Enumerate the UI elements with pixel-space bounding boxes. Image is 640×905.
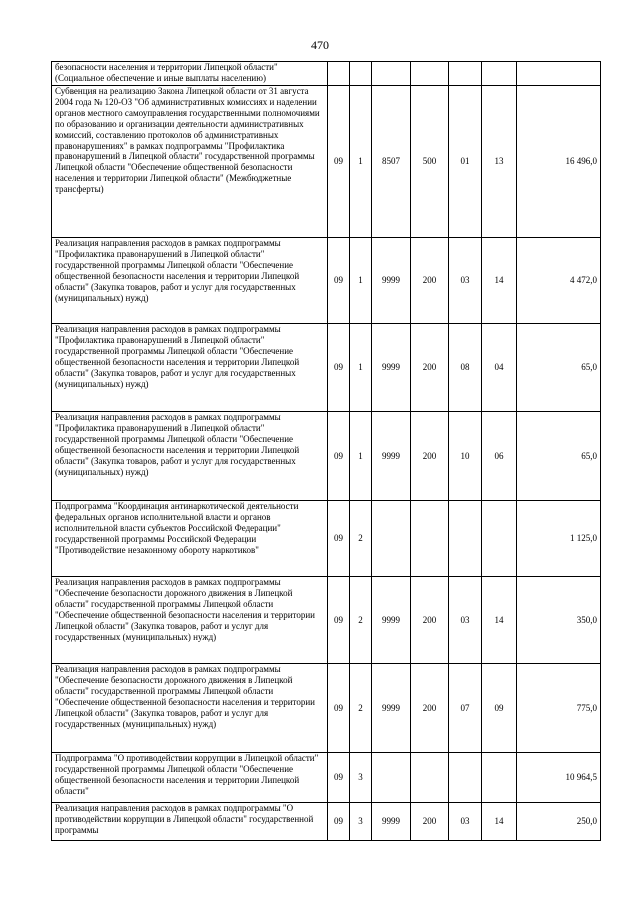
section-code: [449, 753, 482, 803]
direction-code: [372, 501, 411, 577]
row-description: Реализация направления расходов в рамках подпрограммы "Обеспечение безопасности дорожного движения в Липецкой области" государственной программы Липецкой области "Обеспечение общественной безопасности населения и территории Липецкой области" (Закупка товаров, работ и услуг для государственных (муниципальных) нужд): [52, 577, 328, 664]
page-number: 470: [311, 38, 329, 52]
expense-type-code: [411, 501, 449, 577]
expense-type-code: 500: [411, 86, 449, 238]
direction-code: 9999: [372, 664, 411, 753]
subprogram-code: 1: [350, 412, 372, 501]
table-row: [52, 62, 601, 86]
table-row: [52, 753, 601, 803]
section-code: [449, 501, 482, 577]
program-code: 09: [328, 324, 350, 412]
expense-type-code: [411, 753, 449, 803]
section-code: 08: [449, 324, 482, 412]
row-description: Субвенция на реализацию Закона Липецкой области от 31 августа 2004 года № 120-ОЗ "Об административных комиссиях и наделении органов местного самоуправления государственными полномочиями по образованию и организации деятельности административных комиссий, составлению протоколов об административных правонарушениях" в рамках подпрограммы "Профилактика правонарушений в Липецкой области" государственной программы Липецкой области "Обеспечение общественной безопасности населения и территории Липецкой области" (Межбюджетные трансферты): [52, 86, 328, 238]
subsection-code: [482, 501, 517, 577]
subsection-code: 13: [482, 86, 517, 238]
section-code: 03: [449, 577, 482, 664]
expense-type-code: [411, 62, 449, 86]
amount: [517, 62, 601, 86]
table-row: [52, 86, 601, 238]
amount: 65,0: [517, 412, 601, 501]
table-row: [52, 412, 601, 501]
program-code: 09: [328, 86, 350, 238]
program-code: 09: [328, 664, 350, 753]
expense-type-code: 200: [411, 324, 449, 412]
program-code: [328, 62, 350, 86]
table-row: [52, 501, 601, 577]
row-description: Подпрограмма "Координация антинаркотической деятельности федеральных органов исполнительной власти и органов исполнительной власти субъектов Российской Федерации" государственной программы Российской Федерации "Противодействие незаконному обороту наркотиков": [52, 501, 328, 577]
table-row: [52, 577, 601, 664]
amount: 65,0: [517, 324, 601, 412]
program-code: 09: [328, 501, 350, 577]
subprogram-code: 2: [350, 501, 372, 577]
expense-type-code: 200: [411, 803, 449, 841]
program-code: 09: [328, 577, 350, 664]
amount: 775,0: [517, 664, 601, 753]
program-code: 09: [328, 803, 350, 841]
subprogram-code: 2: [350, 577, 372, 664]
subsection-code: 14: [482, 803, 517, 841]
amount: 350,0: [517, 577, 601, 664]
direction-code: [372, 62, 411, 86]
direction-code: 9999: [372, 412, 411, 501]
expense-type-code: 200: [411, 577, 449, 664]
direction-code: 9999: [372, 803, 411, 841]
table-row: [52, 238, 601, 324]
program-code: 09: [328, 412, 350, 501]
row-description: Реализация направления расходов в рамках подпрограммы "Обеспечение безопасности дорожного движения в Липецкой области" государственной программы Липецкой области "Обеспечение общественной безопасности населения и территории Липецкой области" (Закупка товаров, работ и услуг для государственных (муниципальных) нужд): [52, 664, 328, 753]
section-code: 01: [449, 86, 482, 238]
expense-type-code: 200: [411, 664, 449, 753]
amount: 250,0: [517, 803, 601, 841]
row-description: безопасности населения и территории Липецкой области" (Социальное обеспечение и иные выплаты населению): [52, 62, 328, 86]
amount: 10 964,5: [517, 753, 601, 803]
subsection-code: [482, 62, 517, 86]
direction-code: 9999: [372, 577, 411, 664]
direction-code: 9999: [372, 324, 411, 412]
direction-code: 8507: [372, 86, 411, 238]
subprogram-code: 1: [350, 238, 372, 324]
subsection-code: [482, 753, 517, 803]
section-code: 03: [449, 238, 482, 324]
table-row: [52, 803, 601, 841]
subsection-code: 14: [482, 238, 517, 324]
amount: 16 496,0: [517, 86, 601, 238]
section-code: [449, 62, 482, 86]
row-description: Реализация направления расходов в рамках подпрограммы "О противодействии коррупции в Липецкой области" государственной программы: [52, 803, 328, 841]
row-description: Реализация направления расходов в рамках подпрограммы "Профилактика правонарушений в Липецкой области" государственной программы Липецкой области "Обеспечение общественной безопасности населения и территории Липецкой области" (Закупка товаров, работ и услуг для государственных (муниципальных) нужд): [52, 324, 328, 412]
section-code: 07: [449, 664, 482, 753]
amount: 4 472,0: [517, 238, 601, 324]
subprogram-code: 3: [350, 803, 372, 841]
expense-type-code: 200: [411, 238, 449, 324]
program-code: 09: [328, 238, 350, 324]
subprogram-code: 1: [350, 86, 372, 238]
subsection-code: 04: [482, 324, 517, 412]
section-code: 03: [449, 803, 482, 841]
subsection-code: 06: [482, 412, 517, 501]
direction-code: 9999: [372, 238, 411, 324]
section-code: 10: [449, 412, 482, 501]
amount: 1 125,0: [517, 501, 601, 577]
row-description: Реализация направления расходов в рамках подпрограммы "Профилактика правонарушений в Липецкой области" государственной программы Липецкой области "Обеспечение общественной безопасности населения и территории Липецкой области" (Закупка товаров, работ и услуг для государственных (муниципальных) нужд): [52, 412, 328, 501]
subsection-code: 09: [482, 664, 517, 753]
expense-type-code: 200: [411, 412, 449, 501]
table-row: [52, 324, 601, 412]
subprogram-code: 3: [350, 753, 372, 803]
subprogram-code: 2: [350, 664, 372, 753]
program-code: 09: [328, 753, 350, 803]
subsection-code: 14: [482, 577, 517, 664]
row-description: Реализация направления расходов в рамках подпрограммы "Профилактика правонарушений в Липецкой области" государственной программы Липецкой области "Обеспечение общественной безопасности населения и территории Липецкой области" (Закупка товаров, работ и услуг для государственных (муниципальных) нужд): [52, 238, 328, 324]
budget-table: [51, 61, 601, 841]
direction-code: [372, 753, 411, 803]
table-row: [52, 664, 601, 753]
row-description: Подпрограмма "О противодействии коррупции в Липецкой области" государственной программы Липецкой области "Обеспечение общественной безопасности населения и территории Липецкой области": [52, 753, 328, 803]
subprogram-code: [350, 62, 372, 86]
subprogram-code: 1: [350, 324, 372, 412]
